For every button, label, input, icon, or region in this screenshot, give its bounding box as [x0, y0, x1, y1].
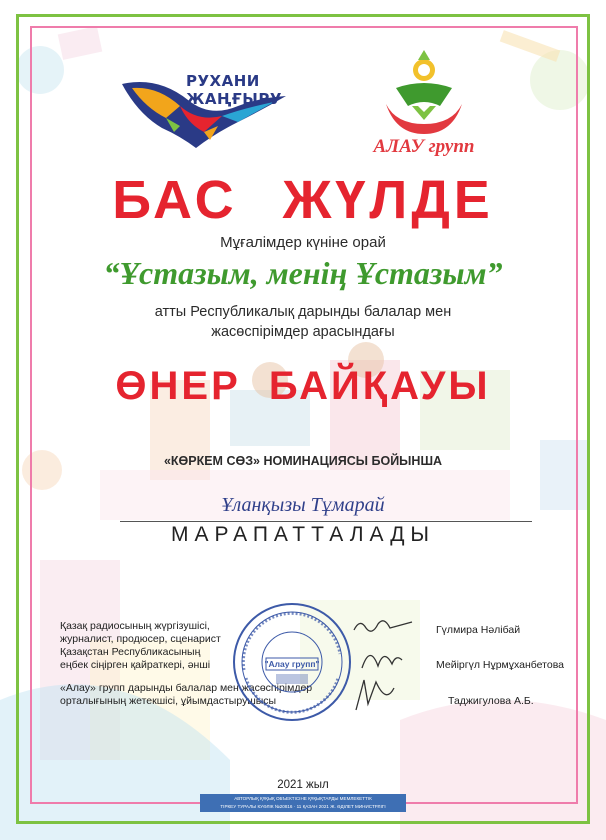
signer-name-1: Гүлмира Нәлібай	[436, 624, 521, 636]
signature-scribble-2	[356, 640, 406, 674]
signer-role-3-line1: «Алау» групп дарынды балалар мен жасөспірімдер	[60, 682, 313, 694]
signer-role-1-line2: журналист, продюсер, сценарист	[60, 633, 221, 645]
signer-role-2	[60, 646, 210, 672]
contest-name: “Ұстазым, менің Ұстазым”	[103, 255, 503, 291]
signature-scribble-1	[350, 614, 420, 638]
description-line2: жасөспірімдер арасындағы	[211, 324, 395, 340]
signer-role-1-line1: Қазақ радиосының жүргізушісі,	[60, 620, 210, 632]
signer-name-3: Таджигулова А.Б.	[448, 695, 534, 707]
registration-line1: АВТОРЛЫҚ ҚҰҚЫҚ ОБЪЕКТІСІНЕ ҚҰҚЫҚТАРДЫ МЕМЛЕКЕТТІК	[234, 796, 372, 801]
nomination-text: «КӨРКЕМ СӨЗ» НОМИНАЦИЯСЫ БОЙЫНША	[163, 454, 443, 468]
alau-brand-name: АЛАУ групп	[373, 136, 475, 157]
alau-emblem-icon	[356, 48, 492, 140]
description	[0, 302, 606, 342]
registration-line2: ТІРКЕУ ТУРАЛЫ КУӘЛІК №20816 · 11 ҚАЗАН 2021 Ж. ӘДІЛЕТ МИНИСТРЛІГІ	[220, 804, 386, 809]
awardee-name: Ұланқызы Тұмарай	[221, 494, 385, 516]
event-title: ӨНЕР БАЙҚАУЫ	[115, 364, 491, 408]
signer-role-3-line2: орталығының жетекшісі, ұйымдастырушысы	[60, 695, 277, 707]
organization-stamp	[230, 600, 354, 724]
awarded-text: МАРАПАТТАЛАДЫ	[170, 523, 436, 546]
certificate-year: 2021 жыл	[277, 779, 329, 791]
description-line1: атты Республикалық дарынды балалар мен	[154, 304, 452, 320]
rukhani-zhangyru-logo	[118, 66, 293, 156]
alau-group-logo	[356, 48, 492, 166]
rukhani-line1: РУХАНИ	[186, 72, 260, 90]
signer-role-1	[60, 620, 221, 646]
registration-box	[200, 794, 406, 812]
certificate-title: БАС ЖҮЛДЕ	[112, 170, 494, 230]
signature-scribble-3	[350, 674, 400, 714]
rukhani-text	[186, 72, 282, 108]
stamp-center-text: "Алау групп"	[264, 659, 320, 669]
signer-role-2-line2: еңбек сіңірген қайраткері, әнші	[60, 659, 211, 671]
awardee-underline	[120, 521, 532, 522]
signer-name-2: Мейіргүл Нұрмұханбетова	[436, 659, 564, 671]
occasion-text: Мұғалімдер күніне орай	[220, 234, 386, 251]
signer-role-2-line1: Қазақстан Республикасының	[60, 646, 201, 658]
rukhani-line2: ЖАҢҒЫРУ	[186, 90, 282, 108]
